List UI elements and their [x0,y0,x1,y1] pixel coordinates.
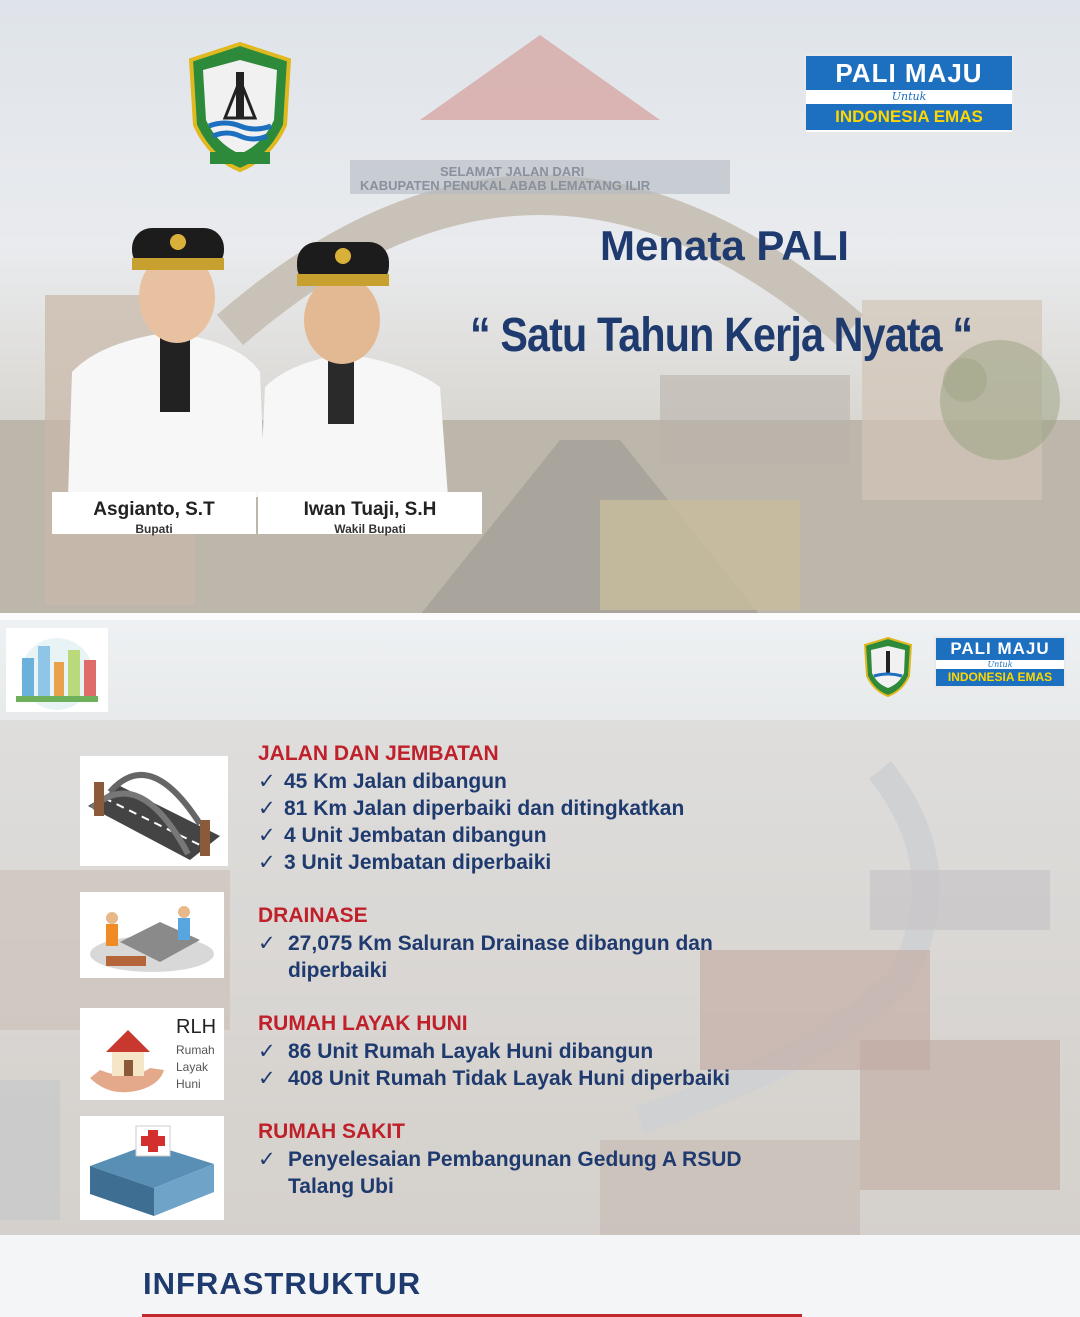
gate-text-2: KABUPATEN PENUKAL ABAB LEMATANG ILIR [360,178,651,193]
check-icon: ✓ [258,1040,276,1063]
list-item: ✓ 81 Km Jalan diperbaiki dan ditingkatkan [258,797,685,820]
pali-maju-logo-line3: INDONESIA EMAS [936,669,1064,686]
rlh-abbr: RLH [176,1016,217,1038]
check-icon: ✓ [258,824,276,847]
list-item-continuation: diperbaiki [288,959,388,982]
pali-maju-logo-line1: PALI MAJU [936,638,1064,660]
bridge-icon [80,756,228,866]
official-name: Iwan Tuaji, S.H [303,499,437,520]
officials-photo [60,212,460,497]
check-icon: ✓ [258,932,276,955]
official-card-wakil-bupati [258,492,482,534]
section-title-rumah-sakit: RUMAH SAKIT [258,1120,405,1143]
list-item: ✓ 3 Unit Jembatan diperbaiki [258,851,552,874]
list-item: ✓ 4 Unit Jembatan dibangun [258,824,547,847]
section-title-jalan-jembatan: JALAN DAN JEMBATAN [258,742,499,765]
house-in-hands-icon [80,1008,172,1100]
section-heading: INFRASTRUKTUR [143,1266,422,1301]
section-title-rumah-layak-huni: RUMAH LAYAK HUNI [258,1012,468,1035]
page-subtitle: “ Satu Tahun Kerja Nyata “ [470,309,973,362]
list-item: ✓ 86 Unit Rumah Layak Huni dibangun [258,1040,654,1063]
pali-maju-logo-line3: INDONESIA EMAS [806,104,1012,130]
check-icon: ✓ [258,797,276,820]
drainage-workers-icon [80,892,224,978]
infrastructure-panel [0,620,1080,1301]
official-card-bupati [52,492,256,534]
rlh-word: Huni [176,1077,201,1091]
pali-maju-logo-line1: PALI MAJU [806,56,1012,90]
pali-maju-logo-line2: Untuk [987,660,1013,669]
tie-left [160,332,190,412]
list-item: ✓ Penyelesaian Pembangunan Gedung A RSUD [258,1148,742,1171]
cover-panel [0,0,1080,615]
list-item: ✓ 408 Unit Rumah Tidak Layak Huni diperbaiki [258,1067,730,1090]
rlh-word: Layak [176,1060,209,1074]
check-icon: ✓ [258,770,276,793]
list-item: ✓ 27,075 Km Saluran Drainase dibangun dan [258,932,713,955]
rlh-word: Rumah [176,1043,215,1057]
check-icon: ✓ [258,1067,276,1090]
pali-maju-logo-small [934,636,1066,688]
section-title-drainase: DRAINASE [258,904,368,927]
check-icon: ✓ [258,851,276,874]
list-item: ✓ 45 Km Jalan dibangun [258,770,507,793]
hospital-icon [80,1116,224,1220]
pali-maju-logo-line2: Untuk [891,90,927,103]
official-role: Bupati [135,522,173,536]
gate-text-1: SELAMAT JALAN DARI [440,164,585,179]
official-name: Asgianto, S.T [93,499,215,520]
official-role: Wakil Bupati [334,522,406,536]
pali-maju-logo [804,54,1014,134]
regency-emblem-icon [185,40,295,175]
page-title: Menata PALI [600,222,849,269]
regency-emblem-small-icon [862,636,914,698]
list-item-continuation: Talang Ubi [288,1175,394,1198]
check-icon: ✓ [258,1148,276,1171]
rlh-house-card [80,1008,224,1100]
city-icon [6,628,108,712]
